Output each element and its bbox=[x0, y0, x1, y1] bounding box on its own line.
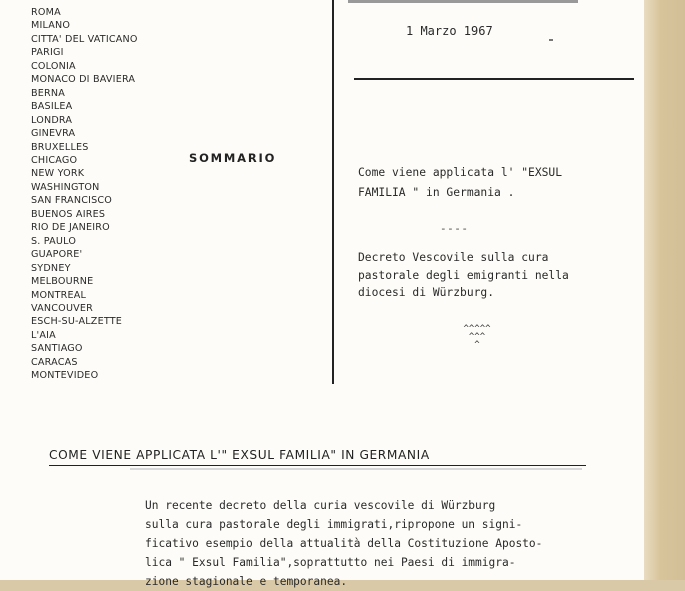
page-edge bbox=[644, 0, 685, 580]
city-item: GUAPORE' bbox=[31, 249, 83, 261]
summary-item-2-line-3: diocesi di Würzburg. bbox=[358, 286, 495, 299]
city-item: PARIGI bbox=[31, 47, 64, 59]
city-item: SYDNEY bbox=[31, 262, 71, 274]
heading-underline bbox=[49, 465, 586, 466]
summary-item-2 bbox=[358, 249, 569, 302]
article-line-2: sulla cura pastorale degli immigrati,ripropone un signi- bbox=[145, 518, 523, 531]
city-item: CARACAS bbox=[31, 356, 78, 368]
city-item: RIO DE JANEIRO bbox=[31, 222, 110, 234]
sommario-label: SOMMARIO bbox=[189, 151, 277, 165]
city-item: BASILEA bbox=[31, 101, 73, 113]
city-item: NEW YORK bbox=[31, 168, 85, 180]
heading-shadow-line bbox=[130, 468, 582, 470]
city-item: ESCH-SU-ALZETTE bbox=[31, 316, 123, 328]
city-item: WASHINGTON bbox=[31, 181, 100, 193]
summary-item-1-line-2: FAMILIA " in Germania . bbox=[358, 186, 515, 199]
city-item: S. PAULO bbox=[31, 235, 77, 247]
ornament-line-1: ^^^^^ bbox=[463, 324, 491, 334]
ornament-line-3: ^ bbox=[474, 340, 480, 350]
article-line-1: Un recente decreto della curia vescovile di Würzburg bbox=[145, 499, 496, 512]
city-item: MONACO DI BAVIERA bbox=[31, 74, 136, 86]
city-item: MONTEVIDEO bbox=[31, 370, 99, 382]
city-item: BERNA bbox=[31, 87, 66, 99]
article-line-5: zione stagionale e temporanea. bbox=[145, 575, 348, 588]
city-item: GINEVRA bbox=[31, 128, 76, 140]
summary-separator: ---- bbox=[440, 222, 469, 235]
city-item: COLONIA bbox=[31, 60, 76, 72]
ornament-line-2: ^^^ bbox=[468, 332, 486, 342]
article-heading: COME VIENE APPLICATA L'" EXSUL FAMILIA" IN GERMANIA bbox=[49, 448, 430, 462]
article-body bbox=[145, 496, 542, 591]
city-item: BRUXELLES bbox=[31, 141, 89, 153]
ornament bbox=[449, 325, 505, 349]
column-divider bbox=[332, 0, 334, 384]
city-item: SANTIAGO bbox=[31, 343, 83, 355]
city-item: MELBOURNE bbox=[31, 276, 94, 288]
city-list bbox=[31, 6, 138, 383]
city-item: ROMA bbox=[31, 7, 61, 18]
summary-item-1-line-1: Come viene applicata l' "EXSUL bbox=[358, 166, 563, 179]
issue-date: 1 Marzo 1967 bbox=[406, 24, 493, 38]
city-item: LONDRA bbox=[31, 114, 73, 126]
margin-mark bbox=[549, 39, 553, 41]
article-line-3: ficativo esempio della attualità della Costituzione Aposto- bbox=[145, 537, 543, 550]
city-item: CHICAGO bbox=[31, 154, 78, 166]
summary-item-2-line-2: pastorale degli emigranti nella bbox=[358, 268, 569, 282]
city-item: CITTA' DEL VATICANO bbox=[31, 33, 138, 45]
header-rule bbox=[354, 78, 634, 80]
city-item: L'AIA bbox=[31, 329, 56, 341]
summary-item-2-line-1: Decreto Vescovile sulla cura bbox=[358, 251, 549, 264]
city-item: MILANO bbox=[31, 20, 71, 32]
city-item: SAN FRANCISCO bbox=[31, 195, 113, 207]
city-item: BUENOS AIRES bbox=[31, 208, 106, 220]
city-item: MONTREAL bbox=[31, 289, 87, 301]
summary-item-1 bbox=[358, 163, 562, 203]
top-rule bbox=[348, 0, 578, 3]
article-line-4: lica " Exsul Familia",soprattutto nei Paesi di immigra- bbox=[145, 556, 516, 569]
city-item: VANCOUVER bbox=[31, 302, 94, 314]
